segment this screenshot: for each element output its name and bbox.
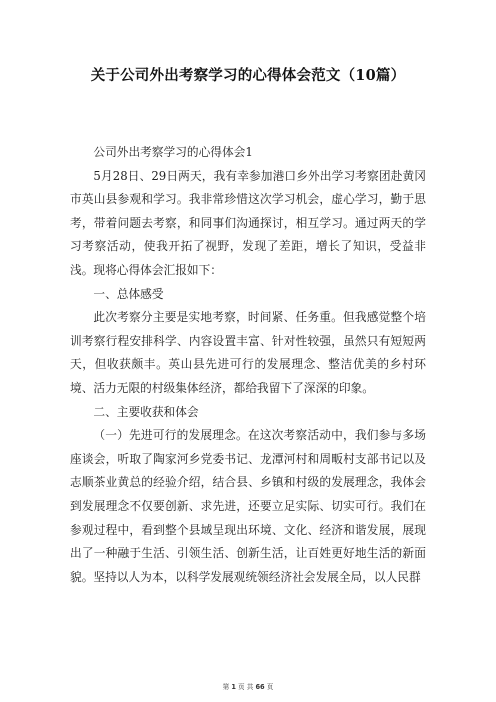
section-heading: 二、主要收获和体会 — [93, 404, 199, 419]
footer-page-number: 1 — [231, 683, 236, 691]
footer-middle: 页 共 — [238, 683, 254, 691]
section-heading: 一、总体感受 — [93, 286, 164, 301]
section-heading: 公司外出考察学习的心得体会1 — [93, 145, 253, 159]
body-paragraph: （一）先进可行的发展理念。在这次考察活动中，我们参与多场座谈会，听取了陶家河乡党委书记、龙潭河村和周畈村支部书记以及志顺茶业黄总的经验介绍，结合县、乡镇和村级的发展理念，我体会到发展理念不仅要创新、求先进，还要立足实际、切实可行。我们在参观过程中，看到整个县域呈现出环境、文化、经济和谐发展，展现出了一种融于生活、引领生活、创新生活，让百姓更好地生活的新面貌。坚持以人为本，以科学发展观统领经济社会发展全局，以人民群 — [70, 428, 426, 584]
footer-total-pages: 66 — [255, 683, 265, 691]
body-paragraph: 此次考察分主要是实地考察，时间紧、任务重。但我感觉整个培训考察行程安排科学、内容设置丰富、针对性较强，虽然只有短短两天，但收获颇丰。英山县先进可行的发展理念、整洁优美的乡村环境、活力无限的村级集体经济，都给我留下了深深的印象。 — [70, 310, 426, 395]
footer-suffix: 页 — [266, 683, 274, 691]
body-paragraph: 5月28日、29日两天，我有幸参加港口乡外出学习考察团赴黄冈市英山县参观和学习。我非常珍惜这次学习机会，虚心学习，勤于思考，带着问题去考察，和同事们沟通探讨，相互学习。通过两天的学习考察活动，使我开拓了视野，发现了差距，增长了知识，受益非浅。现将心得体会汇报如下： — [70, 168, 426, 277]
document-title: 关于公司外出考察学习的心得体会范文（10篇） — [90, 67, 406, 84]
footer-prefix: 第 — [222, 683, 230, 691]
document-body — [70, 141, 426, 589]
page-footer — [0, 681, 496, 691]
